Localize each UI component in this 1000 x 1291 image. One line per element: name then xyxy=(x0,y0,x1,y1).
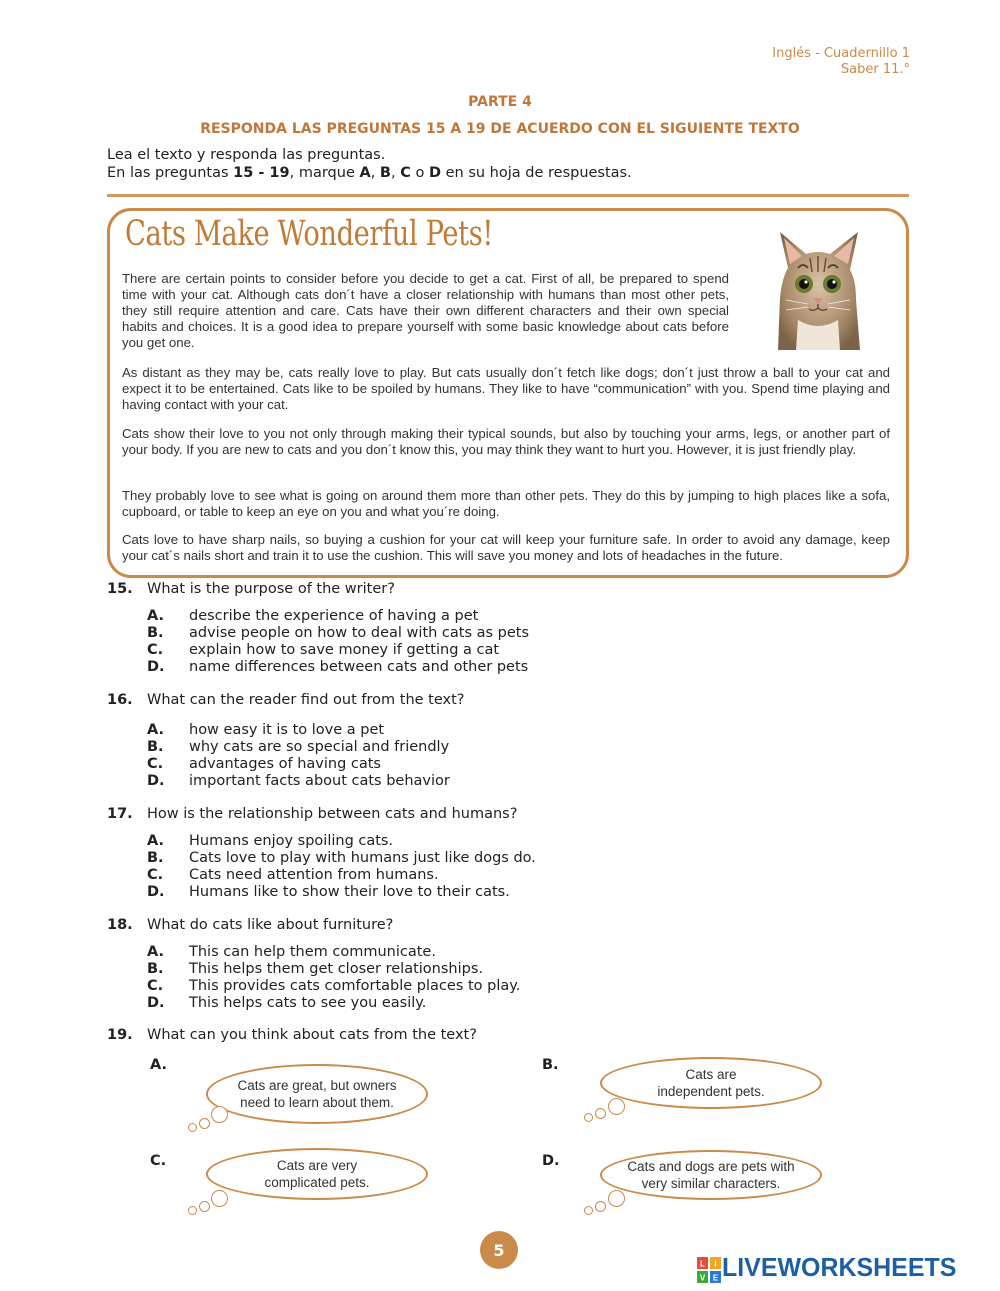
instr-letter-a: A xyxy=(359,165,371,181)
liveworksheets-logo-icon xyxy=(697,1257,721,1283)
option-text: Humans like to show their love to their cats. xyxy=(189,884,510,900)
option-text: how easy it is to love a pet xyxy=(189,722,385,738)
question-15-options xyxy=(147,608,529,676)
option-a[interactable] xyxy=(147,833,536,850)
thought-dot xyxy=(199,1201,210,1212)
bubble-text: very similar characters. xyxy=(641,1176,781,1191)
question-text: How is the relationship between cats and humans? xyxy=(147,806,518,822)
bubble-text: Cats are xyxy=(685,1067,737,1082)
instr-text: , marque xyxy=(289,165,360,181)
option-b[interactable] xyxy=(147,961,520,978)
question-number: 15. xyxy=(107,581,133,597)
option-letter: A. xyxy=(147,722,164,738)
thought-bubble-c[interactable] xyxy=(206,1148,428,1200)
liveworksheets-logo[interactable]: LIVEWORKSHEETS xyxy=(722,1252,957,1282)
option-a[interactable] xyxy=(147,944,520,961)
article-paragraph-1: There are certain points to consider before you decide to get a cat. First of all, be prepared to spend time with your cat. Although cats don´t have a closer relationship with humans than most other pets, they still require attention and care. Cats have their own different characters and their own special habits and choices. It is a good idea to prepare yourself with some basic knowledge about cats before you get one. xyxy=(122,271,729,350)
option-b-letter: B. xyxy=(542,1057,559,1073)
option-b[interactable] xyxy=(147,850,536,867)
option-letter: A. xyxy=(147,608,164,624)
question-text: What do cats like about furniture? xyxy=(147,917,394,933)
question-number: 17. xyxy=(107,806,133,822)
option-letter: B. xyxy=(147,739,164,755)
option-text: Cats love to play with humans just like dogs do. xyxy=(189,850,536,866)
option-a[interactable] xyxy=(147,722,450,739)
option-text: This helps them get closer relationships. xyxy=(189,961,484,977)
thought-bubble-b[interactable] xyxy=(600,1057,822,1109)
instr-text: en su hoja de respuestas. xyxy=(441,165,632,181)
question-text: What is the purpose of the writer? xyxy=(147,581,395,597)
option-a[interactable] xyxy=(147,608,529,625)
thought-bubble-a[interactable] xyxy=(206,1064,428,1124)
section-title: PARTE 4 xyxy=(468,94,532,110)
question-15 xyxy=(107,581,395,597)
logo-badge-l: L xyxy=(700,1259,705,1269)
article-paragraph-5: Cats love to have sharp nails, so buying a cushion for your cat will keep your furniture safe. In order to avoid any damage, keep your cat´s nails short and train it to use the cushion. This will save you money and lots of headaches in the future. xyxy=(122,532,890,563)
thought-dot xyxy=(608,1098,625,1115)
question-19 xyxy=(107,1027,477,1043)
thought-dot xyxy=(584,1113,593,1122)
option-letter: C. xyxy=(147,867,164,883)
question-number: 18. xyxy=(107,917,133,933)
header-subject: Inglés - Cuadernillo 1 xyxy=(772,46,910,61)
section-instruction: RESPONDA LAS PREGUNTAS 15 A 19 DE ACUERDO CON EL SIGUIENTE TEXTO xyxy=(200,121,800,137)
option-letter: D. xyxy=(147,995,165,1011)
question-17 xyxy=(107,806,517,822)
article-title: Cats Make Wonderful Pets! xyxy=(125,214,493,254)
question-number: 19. xyxy=(107,1027,133,1043)
bubble-text: need to learn about them. xyxy=(240,1095,394,1110)
option-text: This provides cats comfortable places to play. xyxy=(189,978,521,994)
instr-letter-b: B xyxy=(379,165,391,181)
option-d[interactable] xyxy=(147,773,450,790)
option-letter: D. xyxy=(147,773,165,789)
instructions-line-1: Lea el texto y responda las preguntas. xyxy=(107,147,386,163)
option-c-letter: C. xyxy=(150,1153,167,1169)
instructions-line-2 xyxy=(107,164,632,182)
option-text: important facts about cats behavior xyxy=(189,773,450,789)
option-letter: B. xyxy=(147,961,164,977)
logo-badge-e: E xyxy=(712,1273,719,1283)
question-16-options xyxy=(147,722,450,790)
bubble-text: independent pets. xyxy=(657,1084,765,1099)
cat-photo-icon xyxy=(768,228,868,350)
thought-dot xyxy=(188,1123,197,1132)
logo-badge-v: V xyxy=(699,1273,706,1283)
instr-letter-d: D xyxy=(428,165,441,181)
question-17-options xyxy=(147,833,536,901)
thought-dot xyxy=(199,1118,210,1129)
thought-bubble-d[interactable] xyxy=(600,1150,822,1200)
question-text: What can you think about cats from the text? xyxy=(147,1027,477,1043)
option-text: This can help them communicate. xyxy=(189,944,436,960)
thought-dot xyxy=(584,1206,593,1215)
option-text: describe the experience of having a pet xyxy=(189,608,479,624)
thought-dot xyxy=(595,1108,606,1119)
page-number: 5 xyxy=(480,1231,518,1269)
question-text: What can the reader find out from the text? xyxy=(147,692,465,708)
option-letter: C. xyxy=(147,756,164,772)
option-letter: A. xyxy=(147,944,164,960)
option-text: Humans enjoy spoiling cats. xyxy=(189,833,394,849)
option-letter: D. xyxy=(147,659,165,675)
option-text: name differences between cats and other pets xyxy=(189,659,529,675)
instr-text: En las preguntas xyxy=(107,165,234,181)
instr-range: 15 - 19 xyxy=(233,165,290,181)
option-c[interactable] xyxy=(147,978,520,995)
instr-sep: , xyxy=(370,165,380,181)
thought-dot xyxy=(595,1201,606,1212)
article-paragraph-4: They probably love to see what is going on around them more than other pets. They do this by jumping to high places like a sofa, cupboard, or table to keep an eye on you and what you´re doing. xyxy=(122,488,890,519)
option-text: advantages of having cats xyxy=(189,756,381,772)
option-d[interactable] xyxy=(147,995,520,1012)
option-letter: C. xyxy=(147,642,164,658)
thought-dot xyxy=(188,1206,197,1215)
question-number: 16. xyxy=(107,692,133,708)
option-text: why cats are so special and friendly xyxy=(189,739,450,755)
option-c[interactable] xyxy=(147,867,536,884)
thought-dot xyxy=(211,1106,228,1123)
option-letter: D. xyxy=(147,884,165,900)
option-a-letter: A. xyxy=(150,1057,167,1073)
option-letter: A. xyxy=(147,833,164,849)
instr-sep: o xyxy=(410,165,429,181)
article-paragraph-2: As distant as they may be, cats really love to play. But cats usually don´t fetch like dogs; don´t just throw a ball to your cat and expect it to be entertained. Cats like to be spoiled by humans. They like to have “communication” with you. Spend time playing and having contact with your cat. xyxy=(122,365,890,412)
option-d-letter: D. xyxy=(542,1153,560,1169)
article-paragraph-3: Cats show their love to you not only through making their typical sounds, but also by touching your arms, legs, or another part of your body. If you are new to cats and you don´t know this, you may think they want to hurt you. However, it is just friendly play. xyxy=(122,426,890,457)
thought-dot xyxy=(608,1190,625,1207)
option-letter: B. xyxy=(147,625,164,641)
option-text: Cats need attention from humans. xyxy=(189,867,439,883)
instructions xyxy=(107,146,632,182)
instr-letter-c: C xyxy=(400,165,411,181)
option-letter: C. xyxy=(147,978,164,994)
logo-badge-i: I xyxy=(714,1259,717,1269)
bubble-text: Cats are very xyxy=(276,1158,358,1173)
bubble-text: Cats and dogs are pets with xyxy=(627,1159,795,1174)
question-18 xyxy=(107,917,393,933)
instr-sep: , xyxy=(390,165,401,181)
question-16 xyxy=(107,692,464,708)
thought-dot xyxy=(211,1190,228,1207)
bubble-text: Cats are great, but owners xyxy=(237,1078,397,1093)
option-text: This helps cats to see you easily. xyxy=(189,995,427,1011)
document-header xyxy=(772,46,910,78)
option-text: explain how to save money if getting a cat xyxy=(189,642,500,658)
option-letter: B. xyxy=(147,850,164,866)
option-d[interactable] xyxy=(147,884,536,901)
option-c[interactable] xyxy=(147,642,529,659)
bubble-text: complicated pets. xyxy=(264,1175,370,1190)
option-b[interactable] xyxy=(147,739,450,756)
option-d[interactable] xyxy=(147,659,529,676)
question-18-options xyxy=(147,944,520,1012)
header-level: Saber 11.° xyxy=(840,62,910,77)
option-c[interactable] xyxy=(147,756,450,773)
option-b[interactable] xyxy=(147,625,529,642)
divider xyxy=(107,194,909,197)
option-text: advise people on how to deal with cats as pets xyxy=(189,625,530,641)
